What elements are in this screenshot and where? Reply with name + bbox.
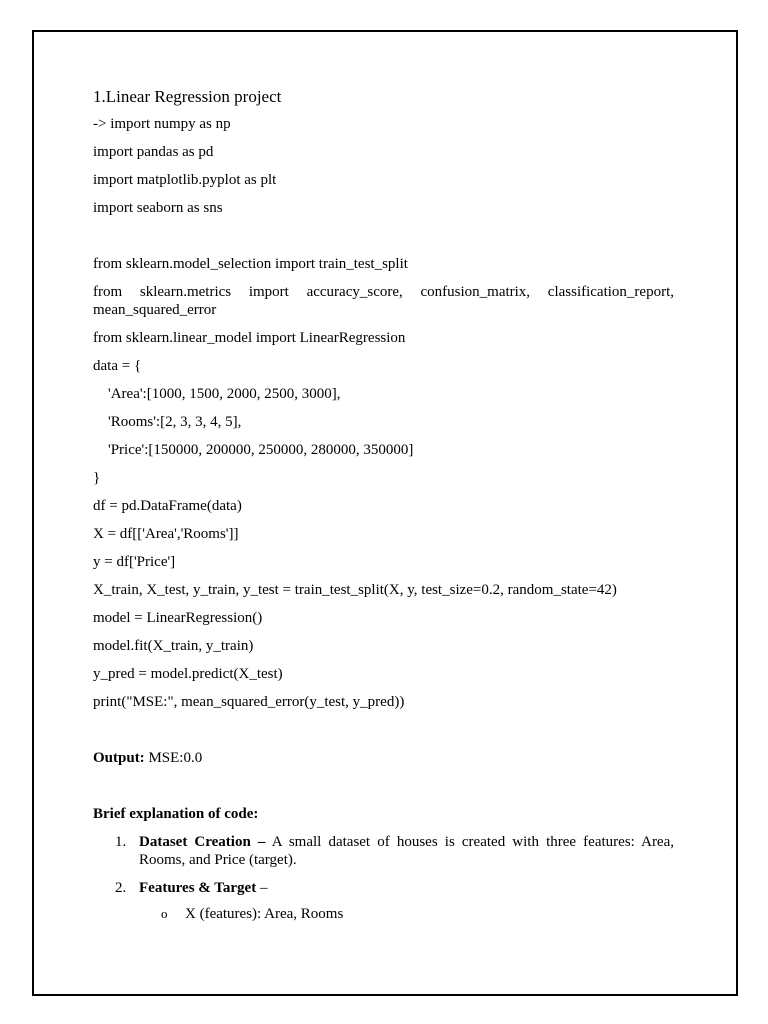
- explanation-heading: Brief explanation of code:: [93, 806, 259, 822]
- blank-line: [93, 721, 674, 749]
- sklearn-import-line: from sklearn.model_selection import train_test_split: [93, 256, 408, 272]
- list-item-text: A small dataset of houses is created with three features: Area, Rooms, and Price (target).: [139, 834, 674, 868]
- blank-line: [93, 227, 674, 255]
- sub-list-item: [161, 905, 674, 923]
- code-line: print("MSE:", mean_squared_error(y_test, y_pred)): [93, 694, 405, 710]
- list-item-text: –: [256, 880, 268, 896]
- list-item: [115, 833, 674, 869]
- sub-list-item-text: X (features): Area, Rooms: [185, 906, 344, 922]
- code-line: y = df['Price']: [93, 554, 176, 570]
- import-line: import seaborn as sns: [93, 200, 223, 216]
- code-line: df = pd.DataFrame(data): [93, 498, 242, 514]
- code-line: data = {: [93, 358, 142, 374]
- list-item: [115, 879, 674, 923]
- bullet-icon: o: [161, 906, 168, 921]
- sklearn-metrics-import-line: from sklearn.metrics import accuracy_score, confusion_matrix, classification_report, mean_squared_error: [93, 284, 678, 318]
- code-line: 'Rooms':[2, 3, 3, 4, 5],: [93, 414, 242, 430]
- code-line: 'Price':[150000, 200000, 250000, 280000, 350000]: [93, 442, 414, 458]
- blank-line: [93, 777, 674, 805]
- document-content: [93, 86, 678, 933]
- code-line: y_pred = model.predict(X_test): [93, 666, 283, 682]
- list-item-term: Features & Target: [139, 880, 257, 896]
- output-line: [93, 749, 674, 767]
- list-item-number: 2.: [115, 880, 127, 896]
- import-line: import matplotlib.pyplot as plt: [93, 172, 277, 188]
- sub-list: [139, 905, 674, 923]
- list-item-term: Dataset Creation –: [139, 834, 266, 850]
- output-label: Output:: [93, 750, 145, 766]
- import-line: -> import numpy as np: [93, 116, 231, 132]
- code-line: X = df[['Area','Rooms']]: [93, 526, 239, 542]
- code-line: }: [93, 470, 101, 486]
- output-value: MSE:0.0: [144, 750, 203, 766]
- sklearn-import-line: from sklearn.linear_model import LinearRegression: [93, 330, 406, 346]
- code-line: 'Area':[1000, 1500, 2000, 2500, 3000],: [93, 386, 341, 402]
- document-title: 1.Linear Regression project: [93, 87, 282, 106]
- explanation-list: [93, 833, 674, 923]
- list-item-number: 1.: [115, 834, 127, 850]
- import-line: import pandas as pd: [93, 144, 214, 160]
- code-line: model.fit(X_train, y_train): [93, 638, 254, 654]
- code-line: X_train, X_test, y_train, y_test = train_test_split(X, y, test_size=0.2, random_state=42): [93, 582, 617, 598]
- code-line: model = LinearRegression(): [93, 610, 263, 626]
